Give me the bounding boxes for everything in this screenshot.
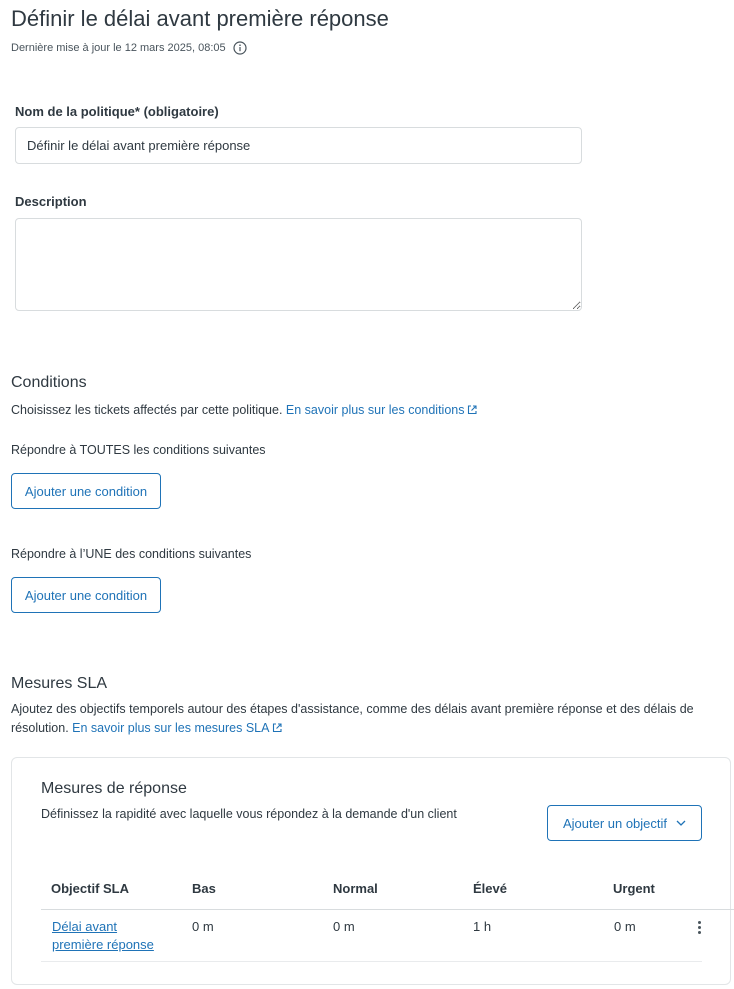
response-metrics-description: Définissez la rapidité avec laquelle vous répondez à la demande d'un client <box>41 807 457 821</box>
add-condition-any-button[interactable] <box>11 577 161 613</box>
sla-title: Mesures SLA <box>11 675 108 692</box>
add-objective-button[interactable] <box>547 805 702 841</box>
cell-eleve: 1 h <box>473 919 492 934</box>
sla-intro-line2-wrap <box>11 719 726 739</box>
table-row <box>41 910 702 962</box>
last-updated <box>11 41 247 55</box>
cell-urgent: 0 m <box>614 919 636 934</box>
sla-table-header <box>41 878 734 910</box>
column-header-eleve: Élevé <box>473 881 507 896</box>
sla-learn-more-link[interactable] <box>72 721 282 735</box>
target-line2: première réponse <box>52 937 154 952</box>
add-condition-all-button[interactable] <box>11 473 161 509</box>
sla-intro-line1: Ajoutez des objectifs temporels autour des étapes d'assistance, comme des délais avant première réponse et des délais de <box>11 702 694 716</box>
conditions-intro-text: Choisissez les tickets affectés par cette politique. <box>11 403 283 417</box>
external-link-icon <box>272 720 282 739</box>
response-metrics-title: Mesures de réponse <box>41 780 187 797</box>
conditions-learn-more-link[interactable] <box>286 403 478 417</box>
all-conditions-label: Répondre à TOUTES les conditions suivantes <box>11 443 266 457</box>
sla-intro-line2: résolution. <box>11 721 69 735</box>
cell-normal: 0 m <box>333 919 355 934</box>
more-vertical-icon[interactable] <box>691 918 707 936</box>
target-line1: Délai avant <box>52 919 118 934</box>
column-header-urgent: Urgent <box>613 881 655 896</box>
cell-bas: 0 m <box>192 919 214 934</box>
external-link-icon <box>467 402 477 421</box>
policy-name-label: Nom de la politique* (obligatoire) <box>15 104 219 119</box>
page-title: Définir le délai avant première réponse <box>11 6 389 31</box>
add-condition-all-label: Ajouter une condition <box>24 483 148 499</box>
conditions-intro <box>11 401 477 421</box>
column-header-normal: Normal <box>333 881 378 896</box>
column-header-bas: Bas <box>192 881 216 896</box>
sla-intro <box>11 700 726 739</box>
column-header-objective: Objectif SLA <box>51 881 130 896</box>
policy-name-input[interactable] <box>15 127 582 164</box>
add-condition-any-label: Ajouter une condition <box>24 587 148 603</box>
last-updated-text: Dernière mise à jour le 12 mars 2025, 08:05 <box>11 42 226 54</box>
info-icon[interactable] <box>233 41 247 55</box>
conditions-learn-more-label: En savoir plus sur les conditions <box>285 403 465 417</box>
sla-learn-more-label: En savoir plus sur les mesures SLA <box>72 721 270 735</box>
response-metrics-card <box>11 757 731 985</box>
add-objective-label: Ajouter un objectif <box>562 815 668 831</box>
description-textarea[interactable] <box>15 218 582 311</box>
chevron-down-icon <box>676 820 686 826</box>
first-response-time-link[interactable] <box>52 918 172 954</box>
conditions-title: Conditions <box>11 374 87 391</box>
description-label: Description <box>15 194 87 209</box>
any-conditions-label: Répondre à l’UNE des conditions suivantes <box>11 547 252 561</box>
